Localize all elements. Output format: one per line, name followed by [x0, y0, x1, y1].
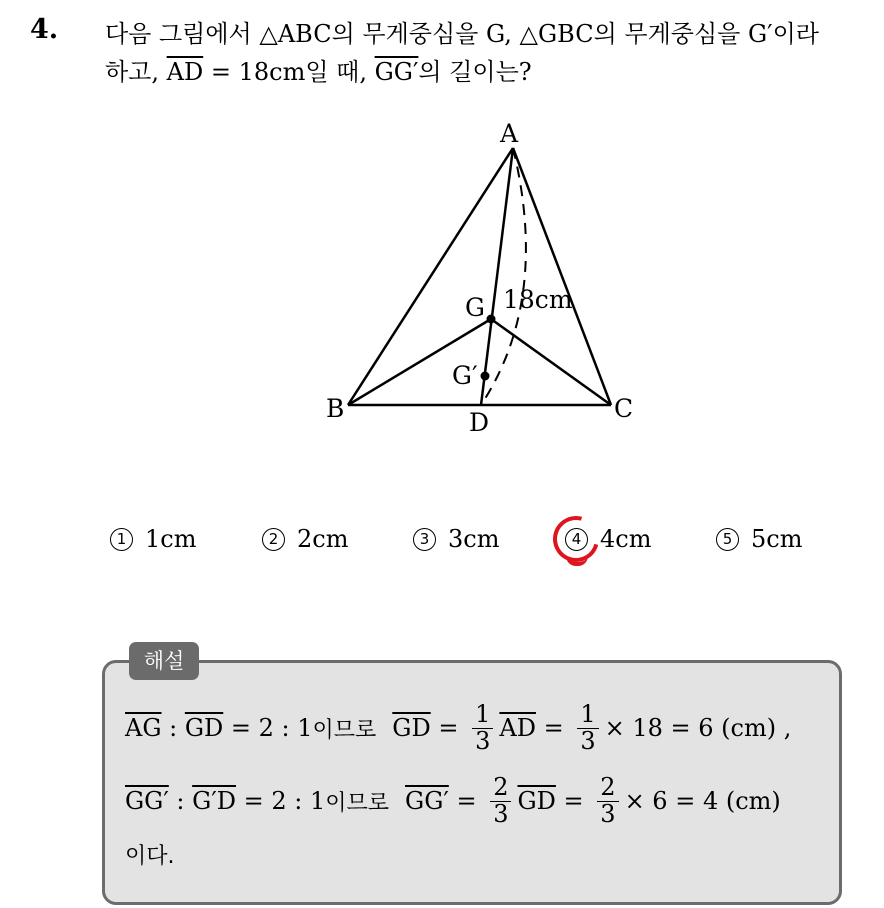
sol1-word: 이므로: [312, 717, 377, 743]
sol1-eq2: =: [535, 714, 572, 742]
sol2-tail: × 6 = 4 (cm): [624, 787, 781, 815]
label-c: C: [614, 394, 634, 423]
sol1-frac2-num: 1: [577, 702, 598, 728]
answer-choices: [0, 525, 884, 565]
label-a: A: [500, 119, 519, 148]
choice-4-number: 4: [565, 528, 588, 551]
median-ad: [481, 148, 513, 405]
question-number: 4.: [30, 14, 59, 45]
choice-2[interactable]: [262, 525, 348, 553]
question-text-suffix: 의 길이는?: [418, 58, 532, 86]
sol1-fraction-2: [577, 702, 598, 753]
sol2-seg-gg-prime: GG′: [125, 787, 169, 815]
point-g: [487, 315, 496, 324]
sol2-ratio: = 2 : 1: [236, 787, 326, 815]
choice-3-number: 3: [413, 528, 436, 551]
side-ab: [348, 148, 513, 405]
sol1-fraction-1: [472, 702, 493, 753]
sol1-ratio: = 2 : 1: [223, 714, 313, 742]
solution-line-3: [125, 836, 175, 872]
choice-5[interactable]: [716, 525, 802, 553]
choice-2-text: 2cm: [297, 525, 349, 553]
sol1-frac1-num: 1: [472, 702, 493, 728]
sol1-colon: :: [161, 714, 185, 742]
sol2-frac2-num: 2: [597, 775, 618, 801]
sol1-seg-ad: $\overline{AD}$: [499, 714, 536, 742]
choice-1-number: 1: [110, 528, 133, 551]
choice-1[interactable]: [110, 525, 196, 553]
sol2-frac2-den: 3: [600, 799, 616, 828]
sol1-tail: × 18 = 6 (cm) ,: [604, 714, 792, 742]
segment-gg-prime: GG′: [374, 58, 419, 86]
question-text-line1: 다음 그림에서 △ABC의 무게중심을 G, △GBC의 무게중심을 G′이라: [105, 20, 819, 48]
label-b: B: [326, 394, 345, 423]
sol2-colon: :: [168, 787, 193, 815]
sol2-eq2: =: [555, 787, 592, 815]
label-length-18cm: 18cm: [503, 285, 573, 314]
choice-5-number: 5: [716, 528, 739, 551]
question-text-prefix: 하고,: [105, 58, 167, 86]
sol1-frac2-den: 3: [580, 726, 596, 755]
label-g-prime: G′: [452, 361, 478, 390]
sol2-fraction-2: [597, 775, 618, 826]
choice-3[interactable]: [413, 525, 499, 553]
segment-ad: $\overline{AD}$: [166, 58, 204, 86]
sol2-seg-gg-prime-2: GG′: [405, 787, 449, 815]
sol2-word: 이므로: [325, 790, 390, 816]
sol1-eq1: =: [430, 714, 467, 742]
solution-line-1: [125, 690, 791, 766]
sol1-frac1-den: 3: [475, 726, 491, 755]
label-d: D: [469, 408, 490, 437]
segment-gc: [491, 319, 611, 405]
sol1-seg-gd-2: $\overline{GD}$: [392, 714, 431, 742]
sol2-seg-g-prime-d: G′D: [192, 787, 237, 815]
label-g: G: [465, 293, 485, 322]
choice-5-text: 5cm: [751, 525, 803, 553]
choice-4-text: 4cm: [600, 525, 652, 553]
sol2-frac1-num: 2: [490, 775, 511, 801]
question-text-mid: = 18cm일 때,: [203, 58, 375, 86]
sol1-seg-gd: $\overline{GD}$: [184, 714, 224, 742]
sol2-frac1-den: 3: [493, 799, 509, 828]
solution-line-2: [125, 765, 781, 837]
point-g-prime: [481, 372, 490, 381]
side-ac: [513, 148, 611, 405]
solution-tag: 해설: [129, 642, 199, 680]
choice-1-text: 1cm: [145, 525, 197, 553]
choice-2-number: 2: [262, 528, 285, 551]
sol3-text: 이다.: [125, 843, 175, 869]
sol1-seg-ag: $\overline{AG}$: [125, 714, 162, 742]
sol2-eq1: =: [448, 787, 485, 815]
sol2-seg-gd: $\overline{GD}$: [517, 787, 556, 815]
choice-3-text: 3cm: [448, 525, 500, 553]
sol2-fraction-1: [490, 775, 511, 826]
